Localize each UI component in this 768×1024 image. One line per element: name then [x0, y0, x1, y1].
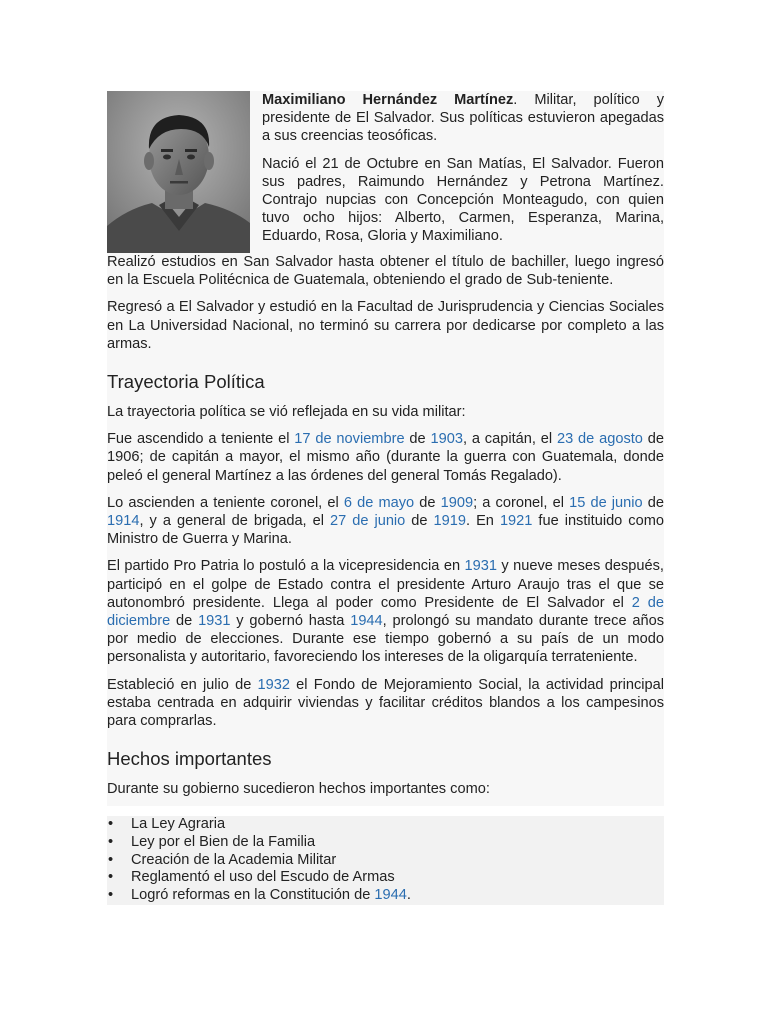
link-1921[interactable]: 1921: [499, 513, 533, 530]
list-item-text: La Ley Agraria: [131, 816, 226, 832]
link-2-diciembre[interactable]: 2 de diciembre: [107, 594, 664, 630]
bullet-icon: •: [108, 833, 114, 850]
text-run: de: [642, 494, 665, 511]
link-1919[interactable]: 1919: [433, 513, 467, 530]
text-run: de: [170, 613, 199, 630]
presidency-paragraph: [107, 557, 664, 666]
list-item-text: Ley por el Bien de la Familia: [131, 833, 316, 850]
text-run: .: [406, 887, 411, 904]
intro-text: [262, 91, 664, 255]
link-1914[interactable]: 1914: [107, 513, 140, 530]
text-run: , y a general de brigada, el: [139, 513, 330, 530]
trayectoria-lead: La trayectoria política se vió reflejada en su vida militar:: [107, 404, 466, 421]
portrait-photo: [107, 91, 250, 253]
bullet-icon: •: [108, 869, 114, 886]
link-1932[interactable]: 1932: [257, 676, 290, 693]
fund-paragraph: [107, 676, 664, 731]
text-run: El partido Pro Patria lo postuló a la vicepresidencia en: [107, 558, 465, 575]
text-run: de 1906; de capitán a mayor, el mismo año (durante la guerra con Guatemala, donde peleó el general Martínez a las órdenes del general Tomás Regalado).: [107, 431, 664, 484]
link-1931[interactable]: 1931: [464, 558, 497, 575]
text-run: . En: [466, 513, 500, 530]
list-item: [107, 852, 664, 870]
text-run: de: [414, 494, 441, 511]
list-item: [107, 816, 664, 834]
list-item-text: Creación de la Academia Militar: [131, 851, 337, 868]
text-run: de: [405, 513, 434, 530]
link-1903[interactable]: 1903: [430, 431, 463, 448]
facts-list: [107, 816, 664, 905]
intro-block: [107, 91, 664, 253]
studies-paragraph: Realizó estudios en San Salvador hasta obtener el título de bachiller, luego ingresó en la Escuela Politécnica de Guatemala, obteniendo el grado de Sub-teniente.: [107, 254, 664, 289]
list-item: [107, 869, 664, 887]
text-run: y gobernó hasta: [230, 613, 351, 630]
link-17-noviembre[interactable]: 17 de noviembre: [294, 431, 405, 448]
text-run: fue instituido como Ministro de Guerra y Marina.: [107, 513, 664, 548]
link-1944[interactable]: 1944: [350, 613, 383, 630]
link-1944-b[interactable]: 1944: [374, 887, 407, 904]
bullet-icon: •: [108, 851, 114, 868]
list-item-text: Logró reformas en la Constitución de: [131, 887, 375, 904]
text-run: de: [404, 431, 431, 448]
text-run: , a capitán, el: [462, 431, 557, 448]
promotions-paragraph-1: [107, 430, 664, 485]
body-text: [107, 253, 664, 806]
intro-description: . Militar, político y presidente de El Salvador. Sus políticas estuvieron apegadas a sus creencias teosóficas.: [262, 92, 664, 145]
text-run: , prolongó su mandato durante trece años por medio de elecciones. Durante ese tiempo gobernó a su país de un modo personalista y autoritario, favoreciendo los intereses de la oligarquía terrateniente.: [107, 613, 664, 666]
link-1931-b[interactable]: 1931: [198, 613, 231, 630]
return-paragraph: Regresó a El Salvador y estudió en la Facultad de Jurisprudencia y Ciencias Sociales en La Universidad Nacional, no terminó su carrera por dedicarse por completo a las armas.: [107, 299, 664, 352]
promotions-paragraph-2: [107, 494, 664, 549]
hechos-lead: Durante su gobierno sucedieron hechos importantes como:: [107, 781, 490, 798]
text-run: el Fondo de Mejoramiento Social, la actividad principal estaba centrada en adquirir viviendas y facilitar créditos blandos a los campesinos para comprarlas.: [107, 676, 664, 730]
facts-list-box: [107, 816, 664, 905]
text-run: y nueve meses después, participó en el golpe de Estado contra el presidente Arturo Araujo tras el que se autonombró presidente. Llega al poder como Presidente de El Salvador el: [107, 558, 664, 611]
link-1909[interactable]: 1909: [440, 494, 474, 511]
text-run: Estableció en julio de: [107, 676, 258, 693]
list-item: [107, 834, 664, 852]
link-27-junio[interactable]: 27 de junio: [329, 513, 406, 530]
link-15-junio[interactable]: 15 de junio: [569, 494, 643, 511]
section-heading-trayectoria: Trayectoria Política: [107, 371, 265, 393]
section-heading-hechos: Hechos importantes: [107, 748, 272, 770]
article-body: [107, 91, 664, 806]
intro-paragraph: [262, 91, 664, 146]
text-run: Lo ascienden a teniente coronel, el: [107, 494, 344, 511]
text-run: ; a coronel, el: [473, 494, 570, 511]
text-run: Fue ascendido a teniente el: [107, 431, 295, 448]
person-name: Maximiliano Hernández Martínez: [262, 92, 514, 108]
link-23-agosto[interactable]: 23 de agosto: [556, 431, 643, 448]
bullet-icon: •: [108, 887, 114, 904]
list-item-text: Reglamentó el uso del Escudo de Armas: [131, 869, 395, 886]
link-6-mayo[interactable]: 6 de mayo: [343, 494, 415, 511]
birth-paragraph: Nació el 21 de Octubre en San Matías, El Salvador. Fueron sus padres, Raimundo Hernández y Petrona Martínez. Contrajo nupcias con Concepción Monteagudo, con quien tuvo ocho hijos: Alberto, Carmen, Esperanza, Marina, Eduardo, Rosa, Gloria y Maximiliano.: [262, 155, 664, 245]
list-item: [107, 887, 664, 905]
bullet-icon: •: [108, 816, 114, 832]
